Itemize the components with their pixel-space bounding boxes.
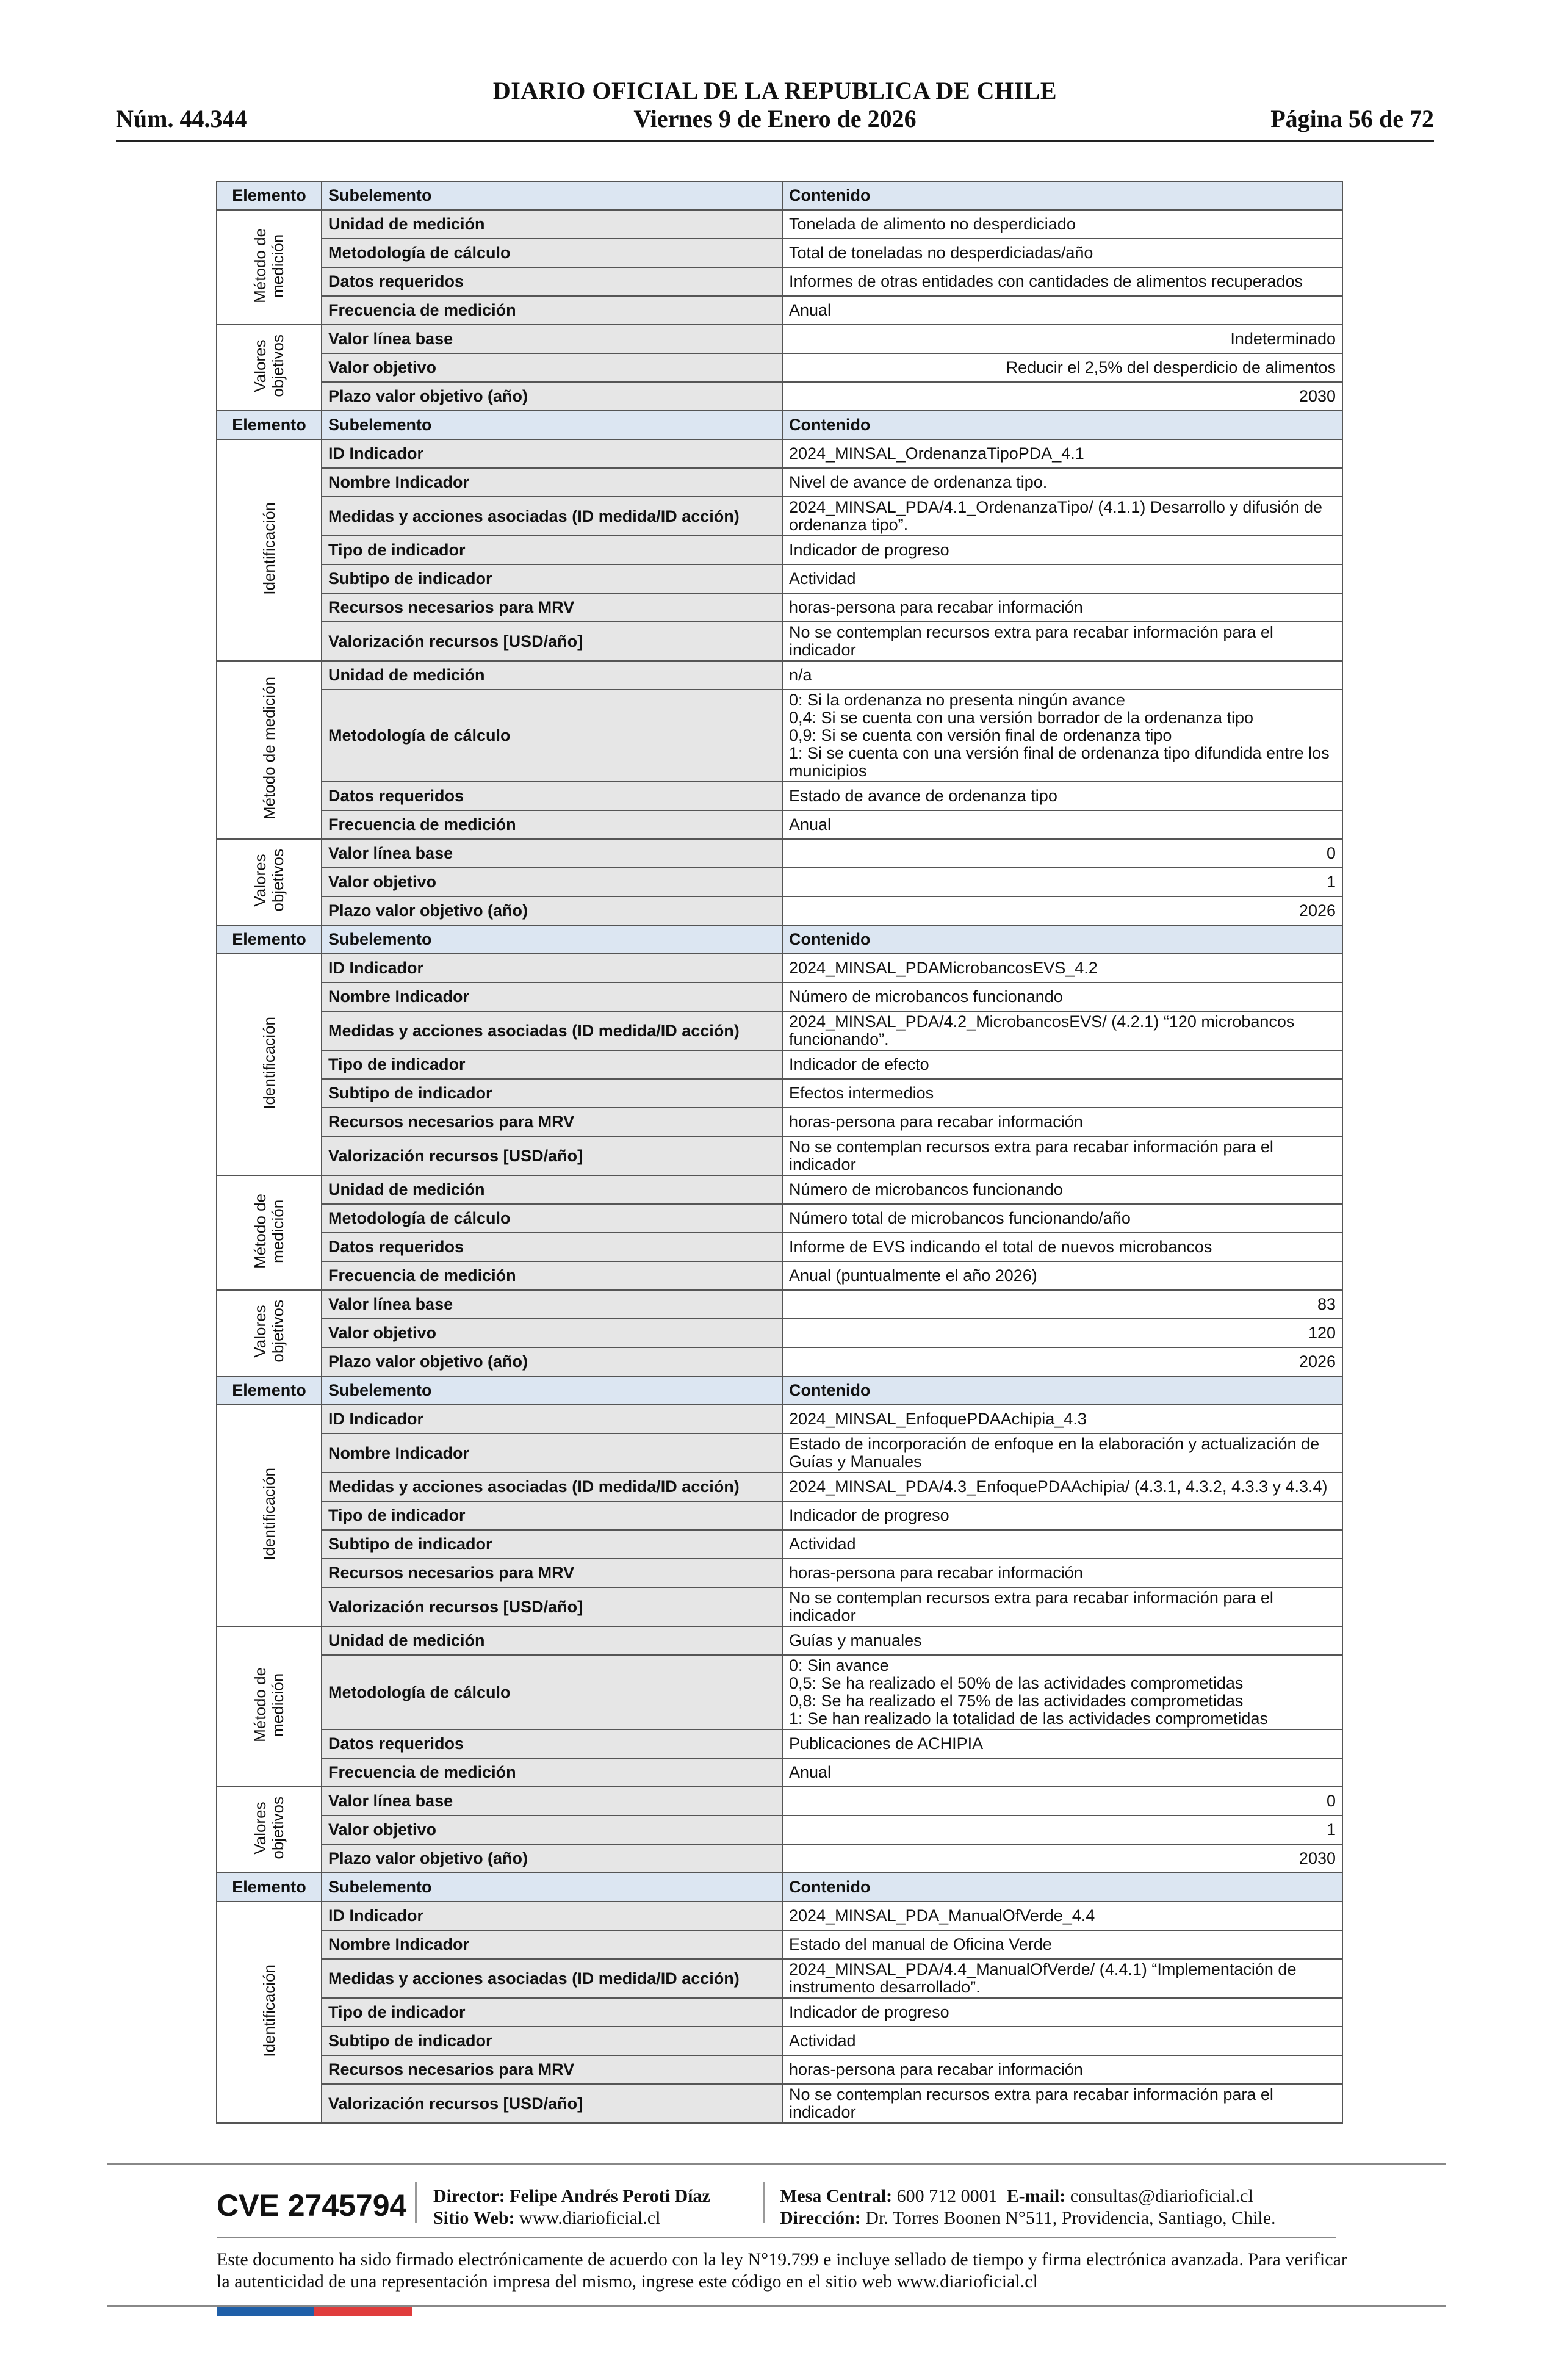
row-value: 120	[782, 1319, 1342, 1347]
table-row	[217, 1108, 1342, 1136]
table-row	[217, 1959, 1342, 1998]
table-row	[217, 1233, 1342, 1261]
header-content: Contenido	[782, 181, 1342, 210]
group-label: Identificación	[259, 1964, 278, 2057]
table-row	[217, 1290, 1342, 1319]
row-value: Número de microbancos funcionando	[782, 983, 1342, 1011]
group-label: Método de medición	[251, 1667, 287, 1742]
table-row	[217, 1501, 1342, 1530]
row-value: n/a	[782, 661, 1342, 690]
phone-number: 600 712 0001	[896, 2186, 998, 2206]
table-row	[217, 1079, 1342, 1108]
table-row	[217, 868, 1342, 896]
row-value: 2024_MINSAL_PDA/4.2_MicrobancosEVS/ (4.2.1) “120 microbancos funcionando”.	[782, 1011, 1342, 1050]
header-divider	[116, 140, 1434, 142]
flag-bar-red	[314, 2307, 412, 2316]
row-value: 1	[782, 868, 1342, 896]
row-label: Subtipo de indicador	[322, 2027, 782, 2055]
table-row	[217, 1787, 1342, 1816]
row-value: 2026	[782, 1347, 1342, 1376]
row-label: Valor objetivo	[322, 1319, 782, 1347]
row-value: Actividad	[782, 564, 1342, 593]
row-label: Recursos necesarios para MRV	[322, 593, 782, 622]
header-content: Contenido	[782, 411, 1342, 439]
table-row	[217, 593, 1342, 622]
director-block	[433, 2185, 710, 2229]
table-row	[217, 690, 1342, 782]
row-label: Unidad de medición	[322, 661, 782, 690]
header-content: Contenido	[782, 1873, 1342, 1902]
row-value: No se contemplan recursos extra para recabar información para el indicador	[782, 1136, 1342, 1175]
row-label: Datos requeridos	[322, 1729, 782, 1758]
row-value: 2024_MINSAL_PDA/4.4_ManualOfVerde/ (4.4.1) “Implementación de instrumento desarrollado”.	[782, 1959, 1342, 1998]
table-row	[217, 1050, 1342, 1079]
director-label: Director:	[433, 2186, 505, 2206]
group-metodo-medicion	[217, 1626, 322, 1787]
group-valores-objetivos	[217, 1290, 322, 1376]
group-metodo-medicion	[217, 1175, 322, 1290]
row-label: Valor línea base	[322, 1787, 782, 1816]
row-label: Subtipo de indicador	[322, 564, 782, 593]
signature-note: Este documento ha sido firmado electrónicamente de acuerdo con la ley N°19.799 e incluye sellado de tiempo y firma electrónica avanzada. Para verificar la autenticidad de una representación impresa del mismo, ingrese este código en el sitio web www.diarioficial.cl	[217, 2249, 1347, 2292]
table-row	[217, 2084, 1342, 2123]
row-value: Estado del manual de Oficina Verde	[782, 1930, 1342, 1959]
group-label: Valores objetivos	[251, 334, 287, 397]
table-header-row	[217, 411, 1342, 439]
table-row	[217, 2055, 1342, 2084]
row-label: Subtipo de indicador	[322, 1530, 782, 1559]
group-label: Identificación	[259, 1467, 278, 1560]
row-value: Reducir el 2,5% del desperdicio de alimentos	[782, 353, 1342, 382]
header-subelement: Subelemento	[322, 181, 782, 210]
row-value: Nivel de avance de ordenanza tipo.	[782, 468, 1342, 497]
row-label: Valor objetivo	[322, 1816, 782, 1844]
group-identificacion	[217, 439, 322, 661]
row-label: Unidad de medición	[322, 1626, 782, 1655]
row-value: Estado de avance de ordenanza tipo	[782, 782, 1342, 810]
row-value: 1	[782, 1816, 1342, 1844]
row-value: 2024_MINSAL_PDA_ManualOfVerde_4.4	[782, 1902, 1342, 1930]
header-element: Elemento	[217, 1376, 322, 1405]
table-header-row	[217, 1873, 1342, 1902]
row-value: 83	[782, 1290, 1342, 1319]
row-label: Metodología de cálculo	[322, 239, 782, 267]
table-row	[217, 622, 1342, 661]
table-row	[217, 1729, 1342, 1758]
table-row	[217, 1758, 1342, 1787]
table-header-row	[217, 925, 1342, 954]
group-label: Valores objetivos	[251, 1797, 287, 1859]
row-label: Subtipo de indicador	[322, 1079, 782, 1108]
table-row	[217, 810, 1342, 839]
row-label: Medidas y acciones asociadas (ID medida/ID acción)	[322, 497, 782, 536]
issue-date: Viernes 9 de Enero de 2026	[633, 105, 917, 132]
row-label: Tipo de indicador	[322, 1050, 782, 1079]
row-label: ID Indicador	[322, 1902, 782, 1930]
group-identificacion	[217, 1405, 322, 1626]
table-row	[217, 839, 1342, 868]
table-row	[217, 1816, 1342, 1844]
group-metodo-medicion	[217, 661, 322, 839]
group-identificacion	[217, 954, 322, 1175]
table-row	[217, 2027, 1342, 2055]
row-label: Plazo valor objetivo (año)	[322, 1347, 782, 1376]
header-subelement: Subelemento	[322, 1873, 782, 1902]
row-value: Anual (puntualmente el año 2026)	[782, 1261, 1342, 1290]
newspaper-title: DIARIO OFICIAL DE LA REPUBLICA DE CHILE	[492, 77, 1057, 104]
row-value: 2024_MINSAL_PDAMicrobancosEVS_4.2	[782, 954, 1342, 983]
row-value: Indeterminado	[782, 325, 1342, 353]
table-row	[217, 1136, 1342, 1175]
table-row	[217, 239, 1342, 267]
group-valores-objetivos	[217, 1787, 322, 1873]
row-value: 2024_MINSAL_PDA/4.1_OrdenanzaTipo/ (4.1.1) Desarrollo y difusión de ordenanza tipo”.	[782, 497, 1342, 536]
issue-number: Núm. 44.344	[116, 105, 247, 132]
group-valores-objetivos	[217, 839, 322, 925]
page-number: Página 56 de 72	[1270, 105, 1434, 132]
cve-code: CVE 2745794	[217, 2188, 407, 2223]
row-label: Datos requeridos	[322, 1233, 782, 1261]
row-value: Indicador de progreso	[782, 1501, 1342, 1530]
row-label: Metodología de cálculo	[322, 1204, 782, 1233]
row-value: horas-persona para recabar información	[782, 2055, 1342, 2084]
row-label: Medidas y acciones asociadas (ID medida/ID acción)	[322, 1959, 782, 1998]
row-label: Medidas y acciones asociadas (ID medida/ID acción)	[322, 1011, 782, 1050]
row-label: Metodología de cálculo	[322, 1655, 782, 1729]
group-label: Valores objetivos	[251, 1300, 287, 1363]
row-label: Valorización recursos [USD/año]	[322, 1136, 782, 1175]
page-footer	[107, 2163, 1446, 2322]
header-subelement: Subelemento	[322, 411, 782, 439]
website-link[interactable]: www.diarioficial.cl	[519, 2208, 661, 2228]
row-value: Informes de otras entidades con cantidades de alimentos recuperados	[782, 267, 1342, 296]
header-element: Elemento	[217, 925, 322, 954]
row-label: Unidad de medición	[322, 1175, 782, 1204]
row-value: No se contemplan recursos extra para recabar información para el indicador	[782, 622, 1342, 661]
group-label: Método de medición	[259, 676, 278, 820]
row-label: Valorización recursos [USD/año]	[322, 1587, 782, 1626]
row-label: Plazo valor objetivo (año)	[322, 1844, 782, 1873]
table-row	[217, 1433, 1342, 1473]
row-label: Frecuencia de medición	[322, 296, 782, 325]
row-label: Datos requeridos	[322, 782, 782, 810]
row-label: Valor línea base	[322, 839, 782, 868]
row-label: Recursos necesarios para MRV	[322, 2055, 782, 2084]
table-row	[217, 564, 1342, 593]
row-value: 2026	[782, 896, 1342, 925]
table-row	[217, 1473, 1342, 1501]
indicator-table	[216, 181, 1343, 2124]
row-value: Tonelada de alimento no desperdiciado	[782, 210, 1342, 239]
table-row	[217, 1998, 1342, 2027]
table-row	[217, 1844, 1342, 1873]
row-label: Datos requeridos	[322, 267, 782, 296]
footer-separator	[415, 2182, 417, 2223]
table-row	[217, 1655, 1342, 1729]
table-row	[217, 954, 1342, 983]
table-row	[217, 1587, 1342, 1626]
row-label: Nombre Indicador	[322, 983, 782, 1011]
group-label: Método de medición	[251, 228, 287, 303]
row-value: Total de toneladas no desperdiciadas/año	[782, 239, 1342, 267]
email-label: E-mail:	[1006, 2186, 1066, 2206]
header-element: Elemento	[217, 411, 322, 439]
table-row	[217, 210, 1342, 239]
row-label: Recursos necesarios para MRV	[322, 1559, 782, 1587]
row-label: Valor línea base	[322, 325, 782, 353]
flag-bar-blue	[217, 2307, 314, 2316]
group-metodo-medicion	[217, 210, 322, 325]
group-label: Identificación	[259, 502, 278, 595]
row-label: Recursos necesarios para MRV	[322, 1108, 782, 1136]
row-value: Publicaciones de ACHIPIA	[782, 1729, 1342, 1758]
group-label: Identificación	[259, 1016, 278, 1109]
row-value: 0	[782, 839, 1342, 868]
footer-separator	[763, 2182, 765, 2223]
row-label: Plazo valor objetivo (año)	[322, 896, 782, 925]
table-row	[217, 439, 1342, 468]
footer-divider	[107, 2163, 1446, 2165]
row-value: Efectos intermedios	[782, 1079, 1342, 1108]
address: Dr. Torres Boonen N°511, Providencia, Santiago, Chile.	[865, 2208, 1276, 2228]
row-value: 0	[782, 1787, 1342, 1816]
row-label: Nombre Indicador	[322, 1433, 782, 1473]
row-value: horas-persona para recabar información	[782, 1108, 1342, 1136]
row-value: Anual	[782, 810, 1342, 839]
row-value: Anual	[782, 296, 1342, 325]
row-label: ID Indicador	[322, 439, 782, 468]
row-label: Medidas y acciones asociadas (ID medida/ID acción)	[322, 1473, 782, 1501]
page-header	[116, 76, 1434, 145]
row-value: 2030	[782, 382, 1342, 411]
row-label: Valor objetivo	[322, 868, 782, 896]
row-label: ID Indicador	[322, 1405, 782, 1433]
row-value: Estado de incorporación de enfoque en la elaboración y actualización de Guías y Manuales	[782, 1433, 1342, 1473]
row-label: Tipo de indicador	[322, 536, 782, 564]
table-row	[217, 325, 1342, 353]
footer-divider	[217, 2237, 1336, 2238]
row-value: 0: Si la ordenanza no presenta ningún avance 0,4: Si se cuenta con una versión borrador de la ordenanza tipo 0,9: Si se cuenta con versión final de ordenanza tipo 1: Si se cuenta con una versión final de ordenanza tipo difundida entre los municipios	[782, 690, 1342, 782]
row-value: 0: Sin avance 0,5: Se ha realizado el 50% de las actividades comprometidas 0,8: Se ha realizado el 75% de las actividades comprometidas 1: Se han realizado la totalidad de las actividades comprometidas	[782, 1655, 1342, 1729]
header-content: Contenido	[782, 1376, 1342, 1405]
table-row	[217, 1319, 1342, 1347]
table-row	[217, 382, 1342, 411]
row-label: Frecuencia de medición	[322, 1261, 782, 1290]
phone-label: Mesa Central:	[780, 2186, 893, 2206]
table-row	[217, 267, 1342, 296]
row-value: 2024_MINSAL_OrdenanzaTipoPDA_4.1	[782, 439, 1342, 468]
footer-divider	[107, 2305, 1446, 2307]
table-row	[217, 296, 1342, 325]
row-value: Actividad	[782, 2027, 1342, 2055]
table-row	[217, 536, 1342, 564]
row-label: Nombre Indicador	[322, 1930, 782, 1959]
group-label: Valores objetivos	[251, 849, 287, 912]
row-label: Nombre Indicador	[322, 468, 782, 497]
table-row	[217, 497, 1342, 536]
row-value: Informe de EVS indicando el total de nuevos microbancos	[782, 1233, 1342, 1261]
row-value: Actividad	[782, 1530, 1342, 1559]
table-row	[217, 353, 1342, 382]
website-label: Sitio Web:	[433, 2208, 515, 2228]
table-row	[217, 896, 1342, 925]
table-row	[217, 983, 1342, 1011]
contact-block	[780, 2185, 1276, 2229]
address-label: Dirección:	[780, 2208, 861, 2228]
row-value: 2030	[782, 1844, 1342, 1873]
table-header-row	[217, 1376, 1342, 1405]
table-row	[217, 1011, 1342, 1050]
row-label: Tipo de indicador	[322, 1501, 782, 1530]
row-label: Frecuencia de medición	[322, 810, 782, 839]
row-value: Indicador de progreso	[782, 536, 1342, 564]
row-label: Valor línea base	[322, 1290, 782, 1319]
table-row	[217, 1261, 1342, 1290]
table-row	[217, 468, 1342, 497]
header-content: Contenido	[782, 925, 1342, 954]
row-label: Tipo de indicador	[322, 1998, 782, 2027]
row-label: Metodología de cálculo	[322, 690, 782, 782]
row-value: No se contemplan recursos extra para recabar información para el indicador	[782, 1587, 1342, 1626]
table-row	[217, 782, 1342, 810]
group-identificacion	[217, 1902, 322, 2123]
row-label: Plazo valor objetivo (año)	[322, 382, 782, 411]
group-label: Método de medición	[251, 1193, 287, 1269]
table-row	[217, 1930, 1342, 1959]
row-label: Valorización recursos [USD/año]	[322, 2084, 782, 2123]
row-value: Número total de microbancos funcionando/año	[782, 1204, 1342, 1233]
row-value: Guías y manuales	[782, 1626, 1342, 1655]
header-element: Elemento	[217, 181, 322, 210]
table-row	[217, 1204, 1342, 1233]
director-name: Felipe Andrés Peroti Díaz	[510, 2186, 710, 2206]
group-valores-objetivos	[217, 325, 322, 411]
row-value: 2024_MINSAL_EnfoquePDAAchipia_4.3	[782, 1405, 1342, 1433]
table-row	[217, 1559, 1342, 1587]
email-link[interactable]: consultas@diarioficial.cl	[1070, 2186, 1253, 2206]
row-value: horas-persona para recabar información	[782, 1559, 1342, 1587]
table-header-row	[217, 181, 1342, 210]
header-subelement: Subelemento	[322, 1376, 782, 1405]
row-label: Valorización recursos [USD/año]	[322, 622, 782, 661]
row-value: Indicador de efecto	[782, 1050, 1342, 1079]
table-row	[217, 1405, 1342, 1433]
table-row	[217, 1175, 1342, 1204]
table-row	[217, 1530, 1342, 1559]
header-subelement: Subelemento	[322, 925, 782, 954]
row-label: Unidad de medición	[322, 210, 782, 239]
table-row	[217, 1626, 1342, 1655]
row-value: No se contemplan recursos extra para recabar información para el indicador	[782, 2084, 1342, 2123]
header-element: Elemento	[217, 1873, 322, 1902]
table-row	[217, 1902, 1342, 1930]
row-value: horas-persona para recabar información	[782, 593, 1342, 622]
row-value: 2024_MINSAL_PDA/4.3_EnfoquePDAAchipia/ (4.3.1, 4.3.2, 4.3.3 y 4.3.4)	[782, 1473, 1342, 1501]
table-row	[217, 1347, 1342, 1376]
row-label: Frecuencia de medición	[322, 1758, 782, 1787]
row-value: Número de microbancos funcionando	[782, 1175, 1342, 1204]
row-label: Valor objetivo	[322, 353, 782, 382]
table-row	[217, 661, 1342, 690]
row-value: Indicador de progreso	[782, 1998, 1342, 2027]
row-value: Anual	[782, 1758, 1342, 1787]
row-label: ID Indicador	[322, 954, 782, 983]
